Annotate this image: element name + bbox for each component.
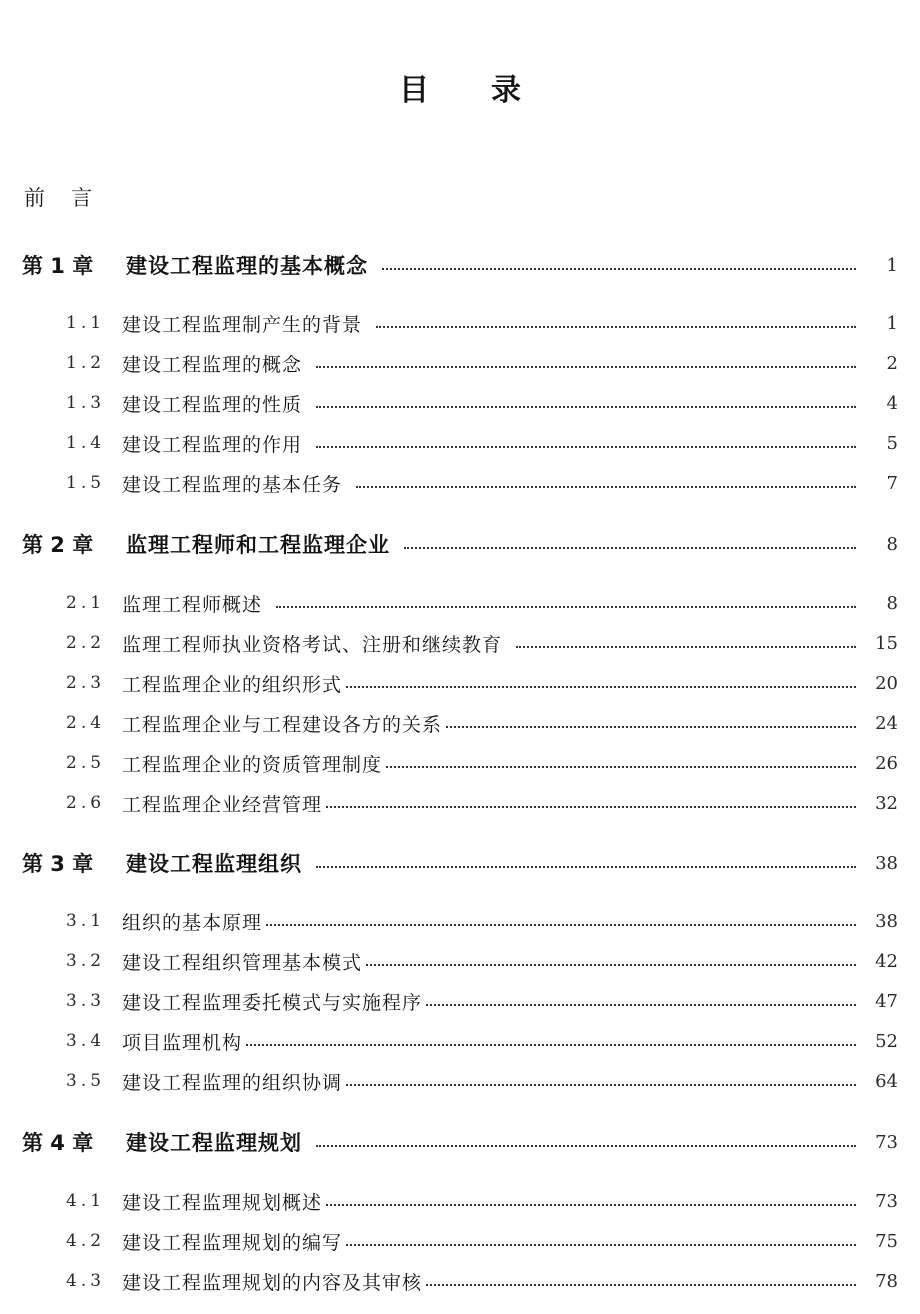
dot-leader: [316, 446, 856, 448]
section-number: 2.1: [66, 593, 106, 613]
dot-leader: [426, 1004, 856, 1006]
section-number: 4.1: [66, 1191, 106, 1211]
section-number: 4.3: [66, 1271, 106, 1291]
toc-section-entry[interactable]: [0, 1264, 920, 1298]
dot-leader: [346, 1244, 856, 1246]
toc-section-entry[interactable]: [0, 904, 920, 938]
section-title: 项目监理机构: [122, 1031, 243, 1054]
toc-chapter-entry[interactable]: [0, 1125, 920, 1159]
section-title: 组织的基本原理: [122, 911, 263, 934]
page-number: 5: [886, 432, 898, 454]
page-number: 20: [875, 672, 898, 694]
chapter-title: 建设工程监理的基本概念: [126, 254, 368, 278]
section-title: 工程监理企业的组织形式: [122, 673, 343, 696]
section-number: 2.5: [66, 753, 106, 773]
section-number: 3.1: [66, 911, 106, 931]
dot-leader: [366, 964, 856, 966]
dot-leader: [346, 1084, 856, 1086]
section-title: 建设工程监理的基本任务: [122, 473, 343, 496]
section-number: 3.4: [66, 1031, 106, 1051]
section-number: 1.2: [66, 353, 106, 373]
dot-leader: [316, 1145, 856, 1147]
section-number: 1.3: [66, 393, 106, 413]
chapter-number: 第 1 章: [22, 254, 94, 278]
section-number: 1.1: [66, 313, 106, 333]
dot-leader: [356, 486, 856, 488]
section-title: 建设工程监理规划的编写: [122, 1231, 343, 1254]
dot-leader: [386, 766, 856, 768]
page-number: 38: [875, 852, 898, 874]
toc-section-entry[interactable]: [0, 306, 920, 340]
chapter-number: 第 2 章: [22, 533, 94, 557]
toc-section-entry[interactable]: [0, 984, 920, 1018]
toc-section-entry[interactable]: [0, 1064, 920, 1098]
section-number: 2.4: [66, 713, 106, 733]
dot-leader: [426, 1284, 856, 1286]
section-title: 建设工程监理的性质: [122, 393, 303, 416]
page-number: 1: [886, 312, 898, 334]
toc-section-entry[interactable]: [0, 626, 920, 660]
section-title: 建设工程监理的概念: [122, 353, 303, 376]
dot-leader: [376, 326, 856, 328]
preface-link[interactable]: 前言: [24, 186, 118, 210]
dot-leader: [316, 366, 856, 368]
section-title: 建设工程组织管理基本模式: [122, 951, 363, 974]
dot-leader: [346, 686, 856, 688]
section-number: 3.3: [66, 991, 106, 1011]
dot-leader: [516, 646, 856, 648]
page-number: 2: [886, 352, 898, 374]
section-title: 工程监理企业与工程建设各方的关系: [122, 713, 443, 736]
toc-chapter-entry[interactable]: [0, 248, 920, 282]
toc-title: 目录: [399, 73, 583, 108]
section-title: 建设工程监理规划概述: [122, 1191, 323, 1214]
section-number: 2.2: [66, 633, 106, 653]
chapter-number: 第 4 章: [22, 1131, 94, 1155]
section-number: 2.3: [66, 673, 106, 693]
toc-section-entry[interactable]: [0, 1024, 920, 1058]
toc-section-entry[interactable]: [0, 746, 920, 780]
toc-section-entry[interactable]: [0, 1224, 920, 1258]
section-number: 1.4: [66, 433, 106, 453]
section-title: 监理工程师执业资格考试、注册和继续教育: [122, 633, 503, 656]
section-number: 3.5: [66, 1071, 106, 1091]
dot-leader: [446, 726, 856, 728]
page-number: 8: [886, 533, 898, 555]
chapter-title: 监理工程师和工程监理企业: [126, 533, 390, 557]
dot-leader: [316, 866, 856, 868]
page-number: 32: [875, 792, 898, 814]
toc-section-entry[interactable]: [0, 426, 920, 460]
section-title: 监理工程师概述: [122, 593, 263, 616]
chapter-title: 建设工程监理规划: [126, 1131, 302, 1155]
toc-section-entry[interactable]: [0, 786, 920, 820]
page-number: 24: [875, 712, 898, 734]
page-number: 1: [886, 254, 898, 276]
toc-section-entry[interactable]: [0, 586, 920, 620]
dot-leader: [276, 606, 856, 608]
toc-section-entry[interactable]: [0, 666, 920, 700]
dot-leader: [326, 806, 856, 808]
section-number: 2.6: [66, 793, 106, 813]
chapter-title: 建设工程监理组织: [126, 852, 302, 876]
section-title: 建设工程监理制产生的背景: [122, 313, 363, 336]
toc-section-entry[interactable]: [0, 386, 920, 420]
section-title: 建设工程监理委托模式与实施程序: [122, 991, 423, 1014]
page-number: 26: [875, 752, 898, 774]
page-number: 42: [875, 950, 898, 972]
section-title: 建设工程监理的作用: [122, 433, 303, 456]
section-title: 建设工程监理的组织协调: [122, 1071, 343, 1094]
page-number: 4: [886, 392, 898, 414]
toc-chapter-entry[interactable]: [0, 846, 920, 880]
section-number: 4.2: [66, 1231, 106, 1251]
toc-section-entry[interactable]: [0, 346, 920, 380]
page-number: 52: [875, 1030, 898, 1052]
dot-leader: [266, 924, 856, 926]
dot-leader: [316, 406, 856, 408]
dot-leader: [326, 1204, 856, 1206]
toc-chapter-entry[interactable]: [0, 527, 920, 561]
page-number: 73: [875, 1190, 898, 1212]
toc-section-entry[interactable]: [0, 944, 920, 978]
page-number: 73: [875, 1131, 898, 1153]
dot-leader: [404, 547, 856, 549]
page-number: 78: [875, 1270, 898, 1292]
dot-leader: [246, 1044, 856, 1046]
section-number: 1.5: [66, 473, 106, 493]
page-number: 8: [886, 592, 898, 614]
toc-section-entry[interactable]: [0, 706, 920, 740]
toc-section-entry[interactable]: [0, 1184, 920, 1218]
section-title: 工程监理企业经营管理: [122, 793, 323, 816]
page-number: 38: [875, 910, 898, 932]
chapter-number: 第 3 章: [22, 852, 94, 876]
page-number: 15: [875, 632, 898, 654]
page-number: 47: [875, 990, 898, 1012]
page-number: 64: [875, 1070, 898, 1092]
page-number: 75: [875, 1230, 898, 1252]
toc-section-entry[interactable]: [0, 466, 920, 500]
section-number: 3.2: [66, 951, 106, 971]
page-number: 7: [886, 472, 898, 494]
section-title: 工程监理企业的资质管理制度: [122, 753, 383, 776]
dot-leader: [382, 268, 856, 270]
section-title: 建设工程监理规划的内容及其审核: [122, 1271, 423, 1294]
